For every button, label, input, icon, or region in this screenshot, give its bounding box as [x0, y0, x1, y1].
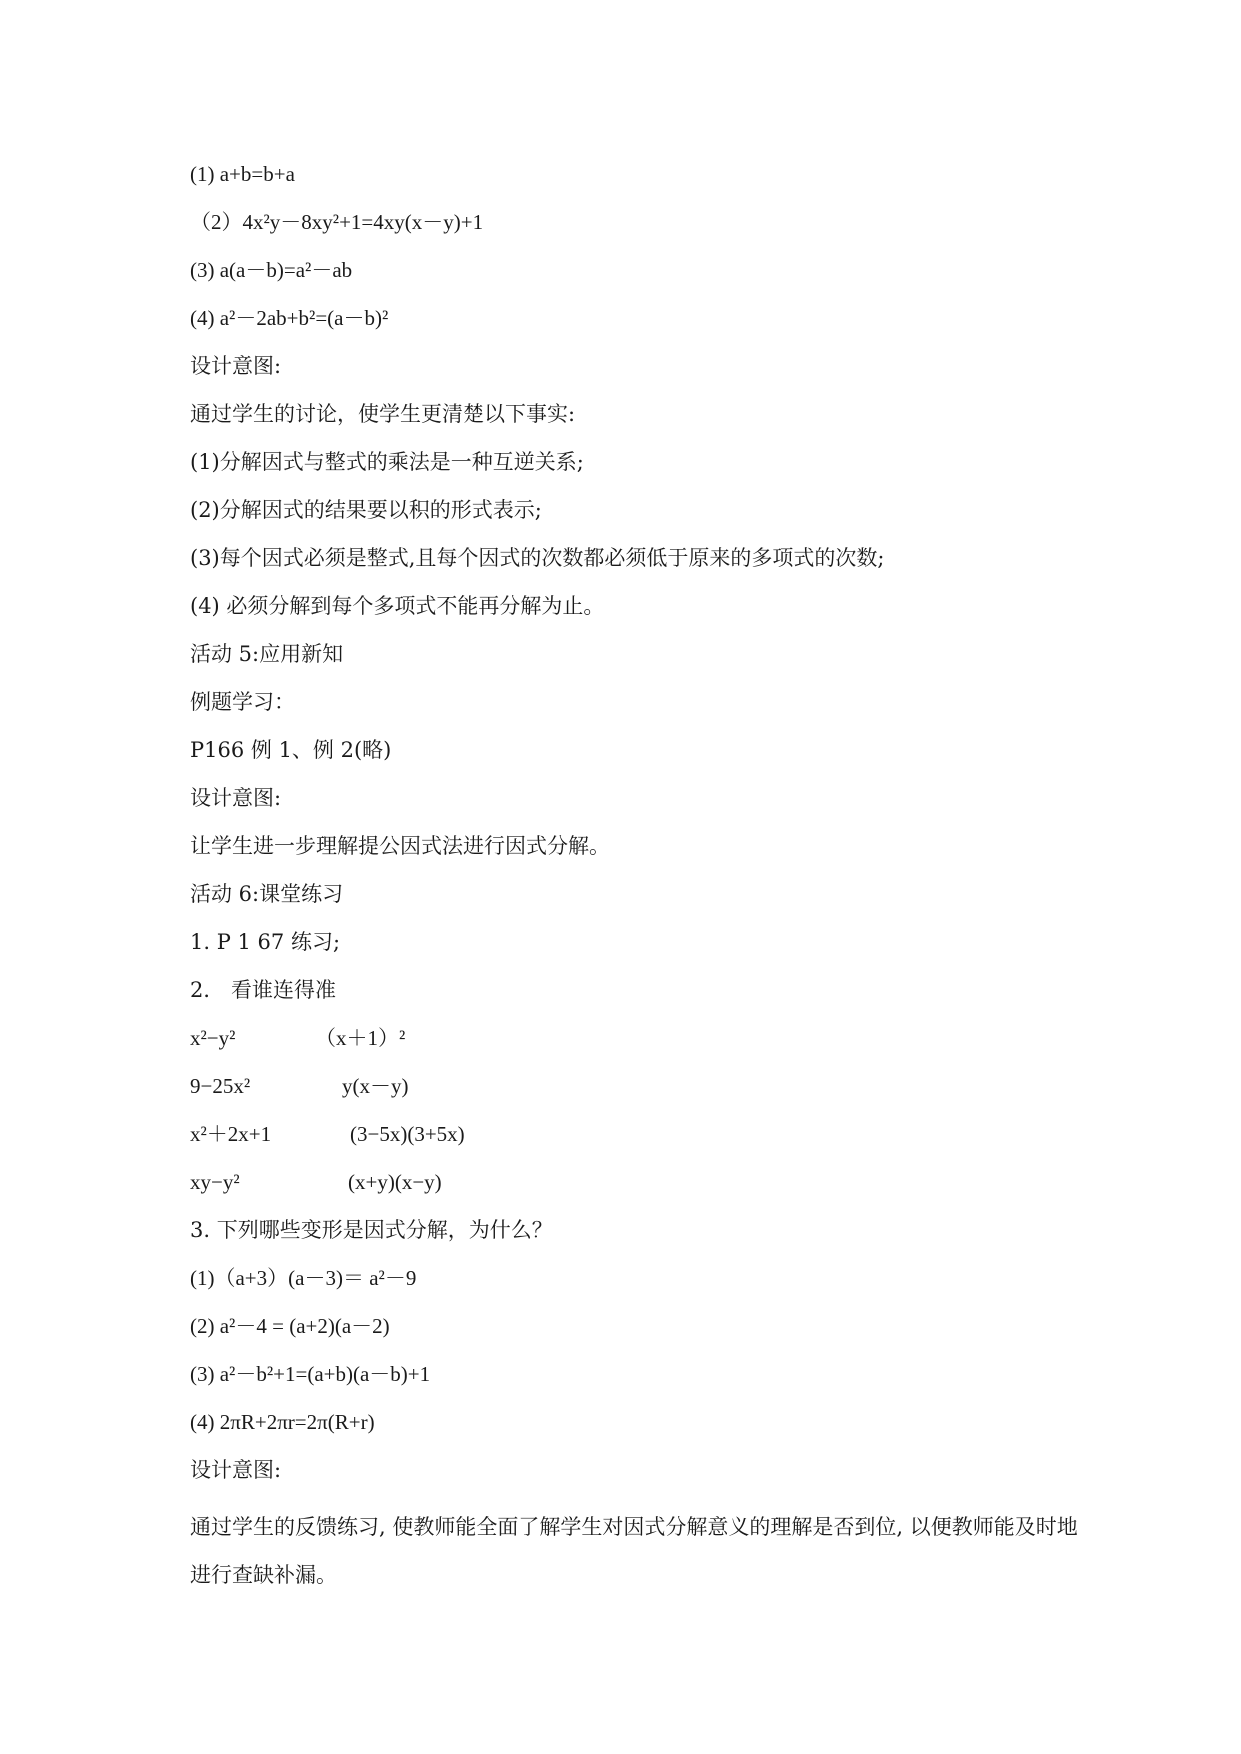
- design-intent-heading-3: 设计意图:: [190, 1458, 282, 1482]
- fact-3: (3)每个因式必须是整式,且每个因式的次数都必须低于原来的多项式的次数;: [190, 546, 885, 570]
- activity-6-heading: 活动 6:课堂练习: [190, 882, 344, 906]
- design-intent-text-2: 让学生进一步理解提公因式法进行因式分解。: [190, 834, 610, 858]
- design-intent-heading-2: 设计意图:: [190, 786, 282, 810]
- matching-right: (x+y)(x−y): [348, 1170, 442, 1194]
- fact-2: (2)分解因式的结果要以积的形式表示;: [190, 498, 542, 522]
- matching-row: [190, 1119, 1091, 1149]
- matching-left: x²−y²: [190, 1026, 236, 1050]
- matching-left: 9−25x²: [190, 1074, 251, 1098]
- transform-4: (4) 2πR+2πr=2π(R+r): [190, 1410, 375, 1434]
- matching-row: [190, 1167, 1091, 1197]
- matching-right: （x＋1）²: [315, 1026, 406, 1050]
- matching-left: x²＋2x+1: [190, 1122, 272, 1146]
- example-study-heading: 例题学习：: [190, 690, 295, 714]
- example-1: (1) a+b=b+a: [190, 162, 295, 186]
- fact-1: (1)分解因式与整式的乘法是一种互逆关系;: [190, 450, 584, 474]
- matching-row: [190, 1071, 1091, 1101]
- design-intent-text-3: 通过学生的反馈练习, 使教师能全面了解学生对因式分解意义的理解是否到位, 以便教师能及时地进行查缺补漏。: [190, 1515, 1078, 1587]
- exercise-3-question: 3. 下列哪些变形是因式分解，为什么？: [190, 1218, 553, 1242]
- example-4: (4) a²－2ab+b²=(a－b)²: [190, 306, 389, 330]
- matching-row: [190, 1023, 1091, 1053]
- example-reference: P166 例 1、例 2(略): [190, 738, 392, 762]
- design-intent-heading-1: 设计意图:: [190, 354, 282, 378]
- transform-2: (2) a²－4 = (a+2)(a－2): [190, 1314, 390, 1338]
- fact-4: (4) 必须分解到每个多项式不能再分解为止。: [190, 594, 605, 618]
- transform-1: (1)（a+3）(a－3)＝ a²－9: [190, 1266, 417, 1290]
- matching-right: y(x－y): [342, 1074, 409, 1098]
- exercise-1: 1. P 1 67 练习;: [190, 930, 341, 954]
- example-3: (3) a(a－b)=a²－ab: [190, 258, 353, 282]
- activity-5-heading: 活动 5:应用新知: [190, 642, 344, 666]
- transform-3: (3) a²－b²+1=(a+b)(a－b)+1: [190, 1362, 431, 1386]
- matching-left: xy−y²: [190, 1170, 240, 1194]
- discussion-intro: 通过学生的讨论，使学生更清楚以下事实:: [190, 402, 576, 426]
- example-2: （2）4x²y－8xy²+1=4xy(x－y)+1: [190, 210, 484, 234]
- exercise-2-heading: 2． 看谁连得准: [190, 978, 337, 1002]
- matching-right: (3−5x)(3+5x): [350, 1122, 465, 1146]
